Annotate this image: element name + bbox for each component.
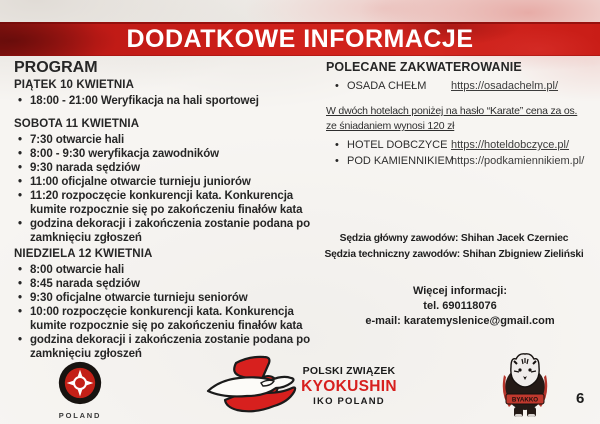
schedule-item: • 10:00 rozpoczęcie konkurencji kata. Konkurencja kumite rozpocznie się po zakończeniu finałów kata	[14, 305, 330, 333]
schedule-item: • 8:00 otwarcie hali	[14, 263, 330, 277]
kanku-logo-icon	[57, 360, 103, 406]
contact-email: e-mail: karatemyslenice@gmail.com	[365, 315, 555, 327]
schedule-item: • godzina dekoracji i zakończenia zostanie podana po zamknięciu zgłoszeń	[14, 217, 330, 245]
iko-poland-eagle-logo	[205, 355, 299, 424]
day-heading-sunday: NIEDZIELA 12 KWIETNIA	[14, 248, 153, 260]
hotel-link[interactable]: https://podkamiennikiem.pl/	[451, 155, 585, 167]
saturday-schedule-list	[14, 133, 330, 245]
hotel-row	[326, 154, 600, 168]
byakko-tiger-logo	[502, 351, 548, 424]
accommodation-section	[326, 60, 600, 170]
schedule-item: • godzina dekoracji i zakończenia zostanie podana po zamknięciu zgłoszeń	[14, 333, 330, 361]
center-logo-line3: IKO POLAND	[313, 396, 385, 407]
eagle-logo-icon	[205, 355, 299, 419]
program-title: PROGRAM	[14, 59, 98, 76]
schedule-item: • 18:00 - 21:00 Weryfikacja na hali sportowej	[14, 94, 330, 108]
friday-schedule-list	[14, 94, 330, 108]
judge-main-line: Sędzia główny zawodów: Shihan Jacek Czerniec	[339, 233, 569, 244]
hotel-link[interactable]: https://hoteldobczyce.pl/	[451, 139, 570, 151]
tiger-logo-icon	[502, 351, 548, 419]
program-section	[14, 59, 330, 361]
schedule-item: • 8:00 - 9:30 weryfikacja zawodników	[14, 147, 330, 161]
kyokushin-kanku-logo	[50, 360, 110, 420]
iko-poland-logo-text	[300, 366, 398, 407]
contact-heading: Więcej informacji:	[412, 285, 508, 297]
accommodation-note	[326, 104, 600, 134]
schedule-item: • 9:30 oficjalne otwarcie turnieju seniorów	[14, 291, 330, 305]
contact-phone: tel. 690118076	[423, 300, 497, 312]
hotel-row	[326, 138, 600, 152]
kanku-logo-caption: POLAND	[58, 411, 102, 420]
sunday-schedule-list	[14, 263, 330, 361]
day-heading-saturday: SOBOTA 11 KWIETNIA	[14, 118, 140, 130]
day-heading-friday: PIĄTEK 10 KWIETNIA	[14, 79, 135, 91]
center-logo-line1: POLSKI ZWIĄZEK	[302, 365, 396, 377]
hotel-row	[326, 79, 600, 93]
tiger-logo-label: BYAKKO	[511, 396, 539, 404]
accommodation-note-line: W dwóch hotelach poniżej na hasło “Karate” cena za os.	[326, 105, 578, 117]
schedule-item: • 11:20 rozpoczęcie konkurencji kata. Konkurencja kumite rozpocznie się po zakończeniu finałów kata	[14, 189, 330, 217]
accommodation-note-line: ze śniadaniem wynosi 120 zł	[326, 120, 455, 132]
page-title: DODATKOWE INFORMACJE	[126, 25, 474, 53]
hotel-name: • OSADA CHEŁM	[347, 80, 427, 92]
schedule-item: • 9:30 narada sędziów	[14, 161, 330, 175]
center-logo-line2: KYOKUSHIN	[301, 377, 397, 395]
page-banner	[0, 22, 600, 56]
contact-block	[326, 284, 594, 329]
page-number: 6	[576, 390, 585, 407]
schedule-item: • 8:45 narada sędziów	[14, 277, 330, 291]
judge-technical-line: Sędzia techniczny zawodów: Shihan Zbigniew Zieliński	[324, 248, 584, 260]
judges-block	[308, 231, 600, 262]
accommodation-title: POLECANE ZAKWATEROWANIE	[326, 60, 522, 74]
schedule-item: • 11:00 oficjalne otwarcie turnieju juniorów	[14, 175, 330, 189]
schedule-item: • 7:30 otwarcie hali	[14, 133, 330, 147]
hotel-link[interactable]: https://osadachelm.pl/	[451, 80, 559, 92]
hotel-name: • HOTEL DOBCZYCE	[347, 139, 448, 151]
hotel-name: • POD KAMIENNIKIEM	[347, 155, 454, 167]
